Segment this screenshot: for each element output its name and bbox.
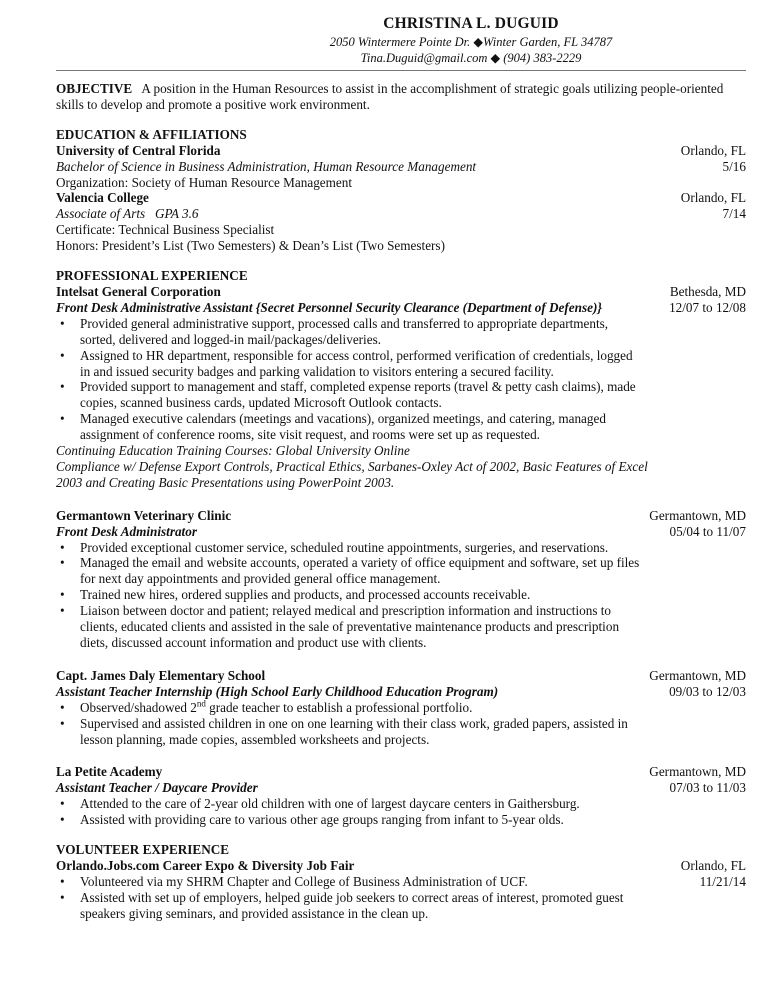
education-title: EDUCATION & AFFILIATIONS bbox=[56, 126, 247, 142]
employer: La Petite Academy bbox=[56, 764, 163, 780]
job-role: Assistant Teacher Internship (High School Early Childhood Education Program) bbox=[56, 683, 499, 699]
job-location: Germantown, MD bbox=[649, 764, 746, 780]
volunteer-bullets bbox=[56, 874, 643, 922]
list-item: • Assigned to HR department, responsible for access control, performed verification of credentials, logged in and issued security badges and parking validation to visitors entering a secured facility. bbox=[56, 348, 646, 380]
job-dates: 09/03 to 12/03 bbox=[669, 683, 746, 699]
resume-header bbox=[196, 14, 746, 66]
list-item: • Provided general administrative support, processed calls and transferred to appropriate departments, sorted, delivered and logged-in mail/packages/deliveries. bbox=[56, 316, 646, 348]
job-role: Front Desk Administrative Assistant {Secret Personnel Security Clearance (Department of Defense)} bbox=[56, 299, 602, 315]
school-name: University of Central Florida bbox=[56, 142, 221, 158]
school-extra: Honors: President’s List (Two Semesters) & Dean’s List (Two Semesters) bbox=[56, 238, 445, 254]
job-bullets bbox=[56, 540, 646, 651]
resume-page bbox=[56, 14, 746, 922]
objective-label: OBJECTIVE bbox=[56, 81, 133, 96]
job-location: Germantown, MD bbox=[649, 507, 746, 523]
volunteer-entry bbox=[56, 858, 746, 922]
list-item: • Provided support to management and staff, completed expense reports (travel & petty cash claims), made copies, scanned business cards, updated Microsoft Outlook contacts. bbox=[56, 379, 646, 411]
list-item: • Supervised and assisted children in one on one learning with their class work, graded papers, assisted in lesson planning, made copies, assembled worksheets and projects. bbox=[56, 716, 646, 748]
job-bullets bbox=[56, 700, 646, 748]
address-line: 2050 Wintermere Pointe Dr. ◆Winter Garden, FL 34787 bbox=[329, 35, 613, 49]
school-extra: Organization: Society of Human Resource Management bbox=[56, 174, 353, 190]
school-ucf bbox=[56, 143, 746, 191]
school-extra: Certificate: Technical Business Specialist bbox=[56, 222, 275, 238]
degree: Bachelor of Science in Business Administration, Human Resource Management bbox=[56, 158, 477, 174]
list-item: • Volunteered via my SHRM Chapter and College of Business Administration of UCF. bbox=[56, 874, 643, 890]
school-location: Orlando, FL bbox=[680, 142, 746, 158]
degree-date: 5/16 bbox=[722, 158, 746, 174]
job-role: Assistant Teacher / Daycare Provider bbox=[56, 780, 258, 796]
list-item: • Liaison between doctor and patient; relayed medical and prescription information and instructions to clients, educated clients and assisted in the sale of preventative maintenance products and prescription diets, discussed account information and product use with clients. bbox=[56, 603, 646, 651]
job-germantown-vet bbox=[56, 508, 746, 651]
job-dates: 07/03 to 11/03 bbox=[669, 780, 746, 796]
objective-text: A position in the Human Resources to assist in the accomplishment of strategic goals utilizing people-oriented skills to develop and promote a positive work environment. bbox=[56, 81, 724, 112]
training-note: Continuing Education Training Courses: Global University Online bbox=[56, 443, 410, 459]
volunteer-org: Orlando.Jobs.com Career Expo & Diversity Job Fair bbox=[56, 857, 355, 873]
header-divider bbox=[56, 70, 746, 71]
degree: Associate of Arts GPA 3.6 bbox=[56, 206, 199, 222]
list-item: • Trained new hires, ordered supplies and products, and processed accounts receivable. bbox=[56, 587, 646, 603]
list-item: • Managed executive calendars (meetings and vacations), organized meetings, and catering, managed assignment of conference rooms, site visit request, and rooms were set up as requested. bbox=[56, 411, 646, 443]
volunteer-date: 11/21/14 bbox=[699, 873, 746, 889]
list-item: • Assisted with providing care to various other age groups ranging from infant to 5-year olds. bbox=[56, 812, 646, 828]
degree-date: 7/14 bbox=[722, 206, 746, 222]
objective-section bbox=[56, 81, 746, 113]
list-item: • Assisted with set up of employers, helped guide job seekers to correct areas of interest, promoted guest speakers giving seminars, and provided assistance in the clean up. bbox=[56, 890, 643, 922]
list-item: • Observed/shadowed 2nd grade teacher to establish a professional portfolio. bbox=[56, 700, 646, 716]
list-item: • Provided exceptional customer service, scheduled routine appointments, surgeries, and reservations. bbox=[56, 540, 646, 556]
volunteer-location: Orlando, FL bbox=[680, 857, 746, 873]
job-intelsat bbox=[56, 284, 746, 491]
job-location: Bethesda, MD bbox=[669, 283, 746, 299]
contact-line: Tina.Duguid@gmail.com ◆ (904) 383-2229 bbox=[360, 51, 582, 65]
candidate-name: CHRISTINA L. DUGUID bbox=[383, 15, 559, 32]
job-dates: 05/04 to 11/07 bbox=[669, 523, 746, 539]
job-role: Front Desk Administrator bbox=[56, 523, 197, 539]
school-name: Valencia College bbox=[56, 190, 149, 206]
volunteer-title: VOLUNTEER EXPERIENCE bbox=[56, 842, 230, 858]
job-la-petite bbox=[56, 764, 746, 828]
school-location: Orlando, FL bbox=[680, 190, 746, 206]
experience-title: PROFESSIONAL EXPERIENCE bbox=[56, 268, 248, 284]
job-bullets bbox=[56, 316, 646, 443]
job-dates: 12/07 to 12/08 bbox=[669, 299, 746, 315]
employer: Intelsat General Corporation bbox=[56, 283, 221, 299]
list-item: • Attended to the care of 2-year old children with one of largest daycare centers in Gaithersburg. bbox=[56, 796, 646, 812]
employer: Germantown Veterinary Clinic bbox=[56, 507, 232, 523]
training-note: Compliance w/ Defense Export Controls, Practical Ethics, Sarbanes-Oxley Act of 2002, Basic Features of Excel 2003 and Creating Basic Presentations using PowerPoint 2003. bbox=[56, 458, 648, 490]
list-item: • Managed the email and website accounts, operated a variety of office equipment and software, set up files for next day appointments and provided general office management. bbox=[56, 555, 646, 587]
job-daly-elementary bbox=[56, 668, 746, 748]
job-bullets bbox=[56, 796, 646, 828]
job-location: Germantown, MD bbox=[649, 667, 746, 683]
school-valencia bbox=[56, 190, 746, 254]
employer: Capt. James Daly Elementary School bbox=[56, 667, 266, 683]
